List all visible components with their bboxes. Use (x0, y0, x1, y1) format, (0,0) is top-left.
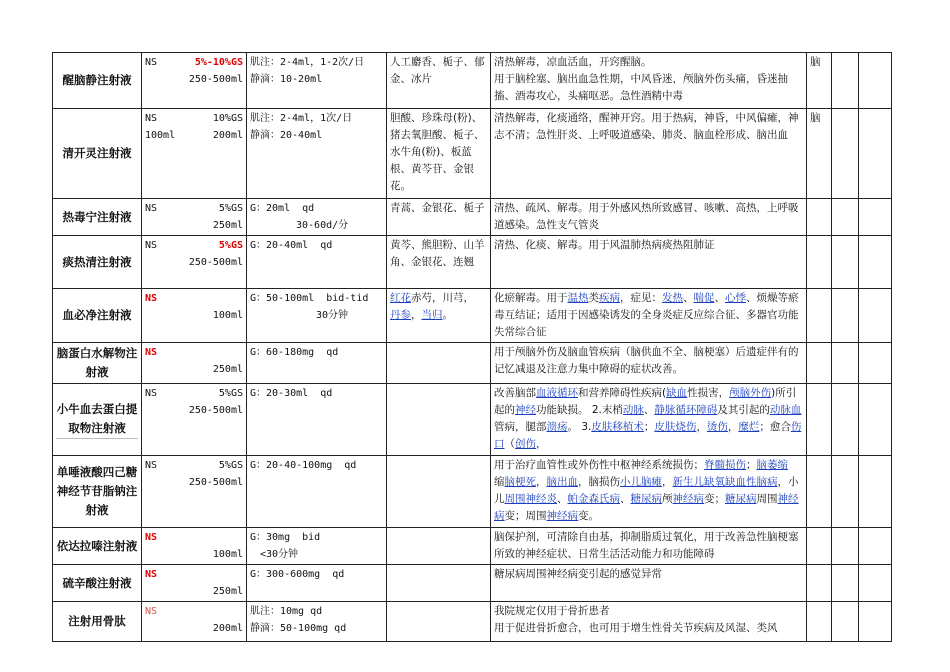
term-link[interactable]: 溃疡 (546, 421, 568, 433)
term-link[interactable]: 颅脑外伤 (729, 387, 772, 399)
diluent-cell: NS 5%GS 250ml (142, 199, 247, 236)
ingredient-link[interactable]: 当归 (421, 309, 443, 321)
drug-name: 清开灵注射液 (53, 109, 142, 199)
ingredients-cell (387, 528, 491, 565)
category-cell (807, 236, 832, 289)
ingredients-cell: 红花赤芍，川芎， 丹参，当归。 (387, 289, 491, 343)
indication-cell: 用于颅脑外伤及脑血管疾病（脑供血不全、脑梗塞）后遗症伴有的记忆减退及注意力集中障碍的症状改善。 (491, 343, 807, 384)
empty-cell (832, 53, 859, 109)
table-row (53, 109, 892, 199)
diluent-cell: NS 5%-10%GS 250-500ml (142, 53, 247, 109)
empty-cell (859, 384, 892, 456)
term-link[interactable]: 动脉 (622, 404, 644, 416)
term-link[interactable]: 温热 (567, 292, 589, 304)
indication-cell: 脑保护剂，可清除自由基，抑制脂质过氧化，用于改善急性脑梗塞所致的神经症状、日常生活活动能力和功能障碍 (491, 528, 807, 565)
term-link[interactable]: 神经病 (546, 510, 578, 522)
term-link[interactable]: 发热 (662, 292, 683, 304)
ingredients-cell: 胆酸、珍珠母(粉)、猪去氧胆酸、栀子、水牛角(粉)、板蓝根、黄芩苷、金银花。 (387, 109, 491, 199)
empty-cell (832, 602, 859, 642)
dose-cell: G：20ml qd 30-60d/分 (247, 199, 387, 236)
table-row (53, 602, 892, 642)
term-link[interactable]: 帕金森氏病 (567, 493, 620, 505)
term-link[interactable]: 血液循环 (536, 387, 578, 399)
ingredients-cell (387, 456, 491, 528)
indication-cell: 我院规定仅用于骨折患者 用于促进骨折愈合，也可用于增生性骨关节疾病及风湿、类风 (491, 602, 807, 642)
term-link[interactable]: 脑萎缩 (756, 459, 788, 471)
category-cell (807, 565, 832, 602)
dose-cell: 肌注：2-4ml，1次/日 静滴：20-40ml (247, 109, 387, 199)
dose-cell: G：60-180mg qd (247, 343, 387, 384)
table-row (53, 199, 892, 236)
category-cell: 脑 (807, 109, 832, 199)
term-link[interactable]: 脑梗死 (504, 476, 536, 488)
diluent-cell: NS 250ml (142, 343, 247, 384)
table-row (53, 456, 892, 528)
diluent-cell: NS 5%GS 250-500ml (142, 236, 247, 289)
term-link[interactable]: 皮肤移植术 (591, 421, 644, 433)
ingredients-cell (387, 343, 491, 384)
indication-cell: 清热、疏风、解毒。用于外感风热所致感冒、咳嗽、高热，上呼吸道感染。急性支气管炎 (491, 199, 807, 236)
dose-cell: G：50-100ml bid-tid 30分钟 (247, 289, 387, 343)
category-cell (807, 199, 832, 236)
table-row (53, 53, 892, 109)
term-link[interactable]: 喘促 (693, 292, 715, 304)
empty-cell (859, 236, 892, 289)
diluent-cell: NS 100ml (142, 528, 247, 565)
drug-name: 热毒宁注射液 (53, 199, 142, 236)
drug-name: 注射用骨肽 (53, 602, 142, 642)
empty-cell (832, 343, 859, 384)
diluent-cell: NS 100ml (142, 289, 247, 343)
dose-cell: G：300-600mg qd (247, 565, 387, 602)
empty-cell (859, 528, 892, 565)
category-cell (807, 343, 832, 384)
term-link[interactable]: 神经 (515, 404, 536, 416)
term-link[interactable]: 静脉循环障碍 (654, 404, 718, 416)
term-link[interactable]: 烫伤 (706, 421, 728, 433)
drug-name: 硫辛酸注射液 (53, 565, 142, 602)
indication-cell: 用于治疗血管性或外伤性中枢神经系统损伤；脊髓损伤；脑萎缩 缩脑梗死，脑出血，脑损伤小儿脑瘫，新生儿缺氧缺血性脑病，小儿周围神经炎、帕金森氏病、糖尿病颅神经病变；糖尿病周围神经病变；周围神经病变。 (491, 456, 807, 528)
dose-cell: G：20-30ml qd (247, 384, 387, 456)
term-link[interactable]: 缺血 (666, 387, 688, 399)
empty-cell (832, 109, 859, 199)
empty-cell (859, 565, 892, 602)
dose-cell: G：30mg bid <30分钟 (247, 528, 387, 565)
term-link[interactable]: 神经病 (494, 493, 799, 522)
category-cell (807, 384, 832, 456)
category-cell (807, 602, 832, 642)
empty-cell (832, 236, 859, 289)
table-row (53, 289, 892, 343)
ingredients-cell: 青蒿、金银花、栀子 (387, 199, 491, 236)
empty-cell (832, 289, 859, 343)
category-cell (807, 289, 832, 343)
ingredient-link[interactable]: 红花 (390, 292, 411, 304)
dose-cell: G：20-40ml qd (247, 236, 387, 289)
diluent-cell: NS 250ml (142, 565, 247, 602)
term-link[interactable]: 皮肤烧伤 (654, 421, 697, 433)
term-link[interactable]: 伤口 (494, 421, 802, 450)
ingredients-cell (387, 602, 491, 642)
indication-cell: 清热解毒，化痰通络，醒神开窍。用于热病，神昏，中风偏瘫，神志不清；急性肝炎、上呼吸道感染、肺炎、脑血栓形成、脑出血 (491, 109, 807, 199)
indication-cell: 清热解毒，凉血活血，开窍醒脑。 用于脑栓塞、脑出血急性期，中风昏迷，颅脑外伤头痛，昏迷抽搐、酒毒攻心，头痛呕恶。急性酒精中毒 (491, 53, 807, 109)
drug-name: 痰热清注射液 (53, 236, 142, 289)
indication-cell: 糖尿病周围神经病变引起的感觉异常 (491, 565, 807, 602)
diluent-cell: NS 200ml (142, 602, 247, 642)
empty-cell (859, 289, 892, 343)
drug-name: 依达拉嗪注射液 (53, 528, 142, 565)
term-link[interactable]: 心悸 (725, 292, 746, 304)
term-link[interactable]: 脊髓损伤 (704, 459, 746, 471)
indication-cell: 化瘀解毒。用于温热类疾病，症见：发热、喘促、心悸、烦燥等瘀毒互结证；适用于因感染诱发的全身炎症反应综合征、多器官功能失常综合征 (491, 289, 807, 343)
dose-cell: 肌注：2-4ml，1-2次/日 静滴：10-20ml (247, 53, 387, 109)
ingredients-cell: 人工麝香、栀子、郁金、冰片 (387, 53, 491, 109)
empty-cell (859, 602, 892, 642)
empty-cell (832, 199, 859, 236)
term-link[interactable]: 糜烂 (738, 421, 760, 433)
empty-cell (832, 384, 859, 456)
table-row (53, 528, 892, 565)
drug-name: 单唾液酸四己糖神经节苷脂钠注射液 (53, 456, 142, 528)
drug-name: 血必净注射液 (53, 289, 142, 343)
ingredients-cell (387, 565, 491, 602)
drug-name: 小牛血去蛋白提取物注射液 (53, 384, 142, 456)
diluent-cell: NS 5%GS 250-500ml (142, 384, 247, 456)
term-link[interactable]: 动脉血 (769, 404, 802, 416)
indication-cell: 改善脑部血液循环和营养障碍性疾病(缺血性损害，颅脑外伤)所引起的神经功能缺损。 2.末梢动脉、静脉循环障碍及其引起的动脉血管病，腿部溃疡。 3.皮肤移植术；皮肤烧伤，烫伤，糜烂；愈合伤口（创伤， (491, 384, 807, 456)
table-row (53, 343, 892, 384)
table-row (53, 565, 892, 602)
ingredients-cell: 黄芩、熊胆粉、山羊角、金银花、连翘 (387, 236, 491, 289)
empty-cell (859, 109, 892, 199)
drug-table (52, 52, 892, 642)
indication-cell: 清热、化痰、解毒。用于风温肺热病痰热阻肺证 (491, 236, 807, 289)
table-row (53, 236, 892, 289)
term-link[interactable]: 周围神经炎 (504, 493, 557, 505)
diluent-cell: NS 5%GS 250-500ml (142, 456, 247, 528)
dose-cell: G：20-40-100mg qd (247, 456, 387, 528)
term-link[interactable]: 小儿脑瘫 (620, 476, 662, 488)
drug-name: 醒脑静注射液 (53, 53, 142, 109)
empty-cell (859, 456, 892, 528)
term-link[interactable]: 糖尿病 (630, 493, 662, 505)
dose-cell: 肌注：10mg qd 静滴：50-100mg qd (247, 602, 387, 642)
category-cell (807, 528, 832, 565)
empty-cell (832, 565, 859, 602)
empty-cell (832, 528, 859, 565)
term-link[interactable]: 疾病 (599, 292, 620, 304)
table-row (53, 384, 892, 456)
empty-cell (859, 199, 892, 236)
drug-name: 脑蛋白水解物注射液 (53, 343, 142, 384)
term-link[interactable]: 创伤 (515, 438, 536, 450)
ingredient-link[interactable]: 丹参 (390, 309, 411, 321)
category-cell: 脑 (807, 53, 832, 109)
empty-cell (859, 53, 892, 109)
term-link[interactable]: 糖尿病 (725, 493, 757, 505)
category-cell (807, 456, 832, 528)
diluent-cell: NS 10%GS 100ml 200ml (142, 109, 247, 199)
term-link[interactable]: 神经病 (672, 493, 704, 505)
empty-cell (832, 456, 859, 528)
ingredients-cell (387, 384, 491, 456)
empty-cell (859, 343, 892, 384)
term-link[interactable]: 脑出血 (546, 476, 578, 488)
term-link[interactable]: 新生儿缺氧缺血性脑病 (672, 476, 778, 488)
